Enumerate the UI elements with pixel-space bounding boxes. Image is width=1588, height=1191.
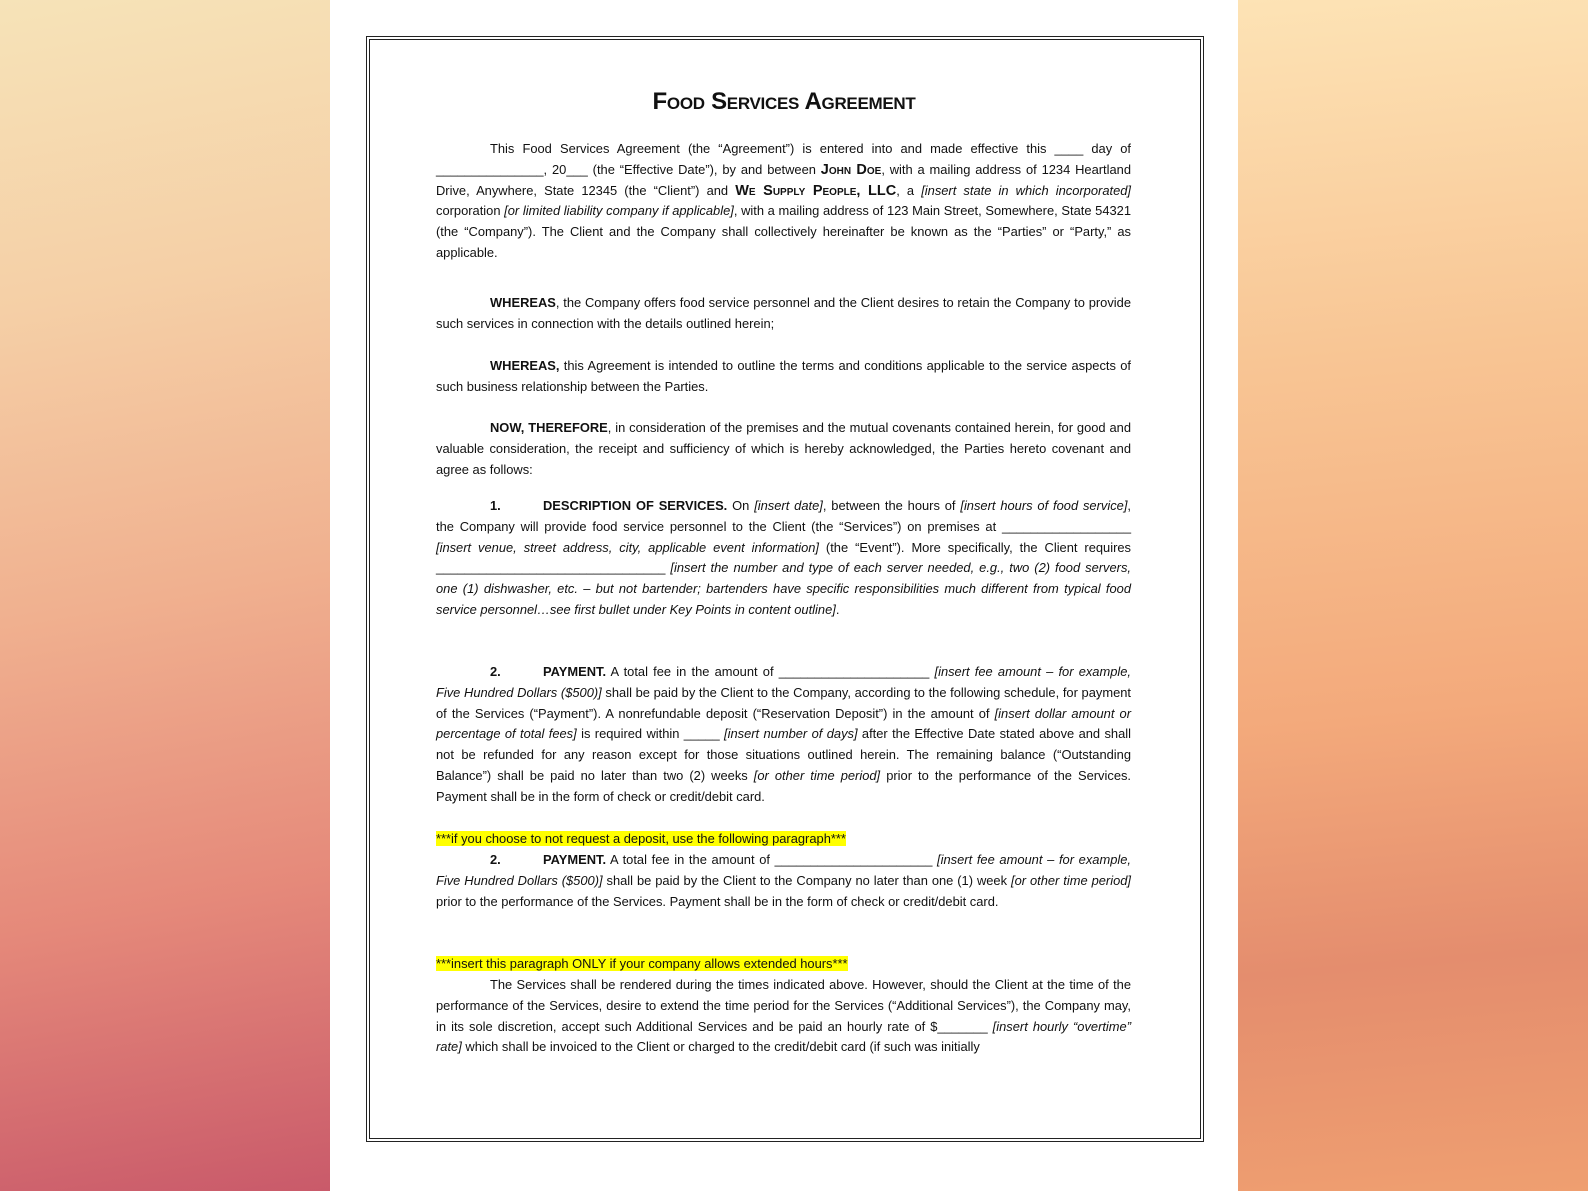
text-segment: DESCRIPTION OF SERVICES. — [543, 498, 728, 513]
paragraph — [436, 954, 1131, 975]
document-page — [330, 0, 1238, 1191]
text-segment: shall be paid by the Client to the Company no later than one (1) week — [602, 872, 1011, 888]
text-segment: The Services shall be rendered during the times indicated above. However, should the Client at the time of the performance of the Services, desire to extend the time period for the Services (“Additional Services”), the Company may, in its sole discretion, accept such Additional Services and be paid an hourly rate of $_______ — [436, 977, 1131, 1034]
text-segment: John Doe — [820, 161, 882, 178]
text-segment: which shall be invoiced to the Client or charged to the credit/debit card (if such was initially — [461, 1039, 980, 1055]
text-segment: [insert date] — [754, 498, 823, 513]
clause-number: 2. — [490, 664, 501, 679]
text-segment: [insert number of days] — [724, 726, 858, 742]
highlighted-note: ***if you choose to not request a deposit, use the following paragraph*** — [436, 831, 846, 846]
text-segment: [insert dollar amount or percentage of total fees] — [436, 705, 1131, 742]
text-segment: [insert hourly “overtime” rate] — [436, 1018, 1132, 1055]
text-segment: is required within _____ — [576, 726, 725, 742]
clause-number: 2. — [490, 852, 501, 867]
text-segment: PAYMENT. — [543, 852, 607, 867]
text-segment: prior to the performance of the Services. Payment shall be in the form of check or credit/debit card. — [436, 767, 1132, 804]
text-segment: [insert fee amount – for example, Five Hundred Dollars ($500)] — [436, 852, 1131, 888]
paragraph — [436, 829, 1131, 850]
background-left — [0, 0, 330, 1191]
text-segment: We Supply People, LLC — [735, 182, 897, 199]
paragraph — [436, 356, 1131, 398]
paragraph — [436, 975, 1131, 1058]
paragraph — [436, 293, 1131, 335]
text-segment: [insert state in which incorporated] — [921, 182, 1131, 198]
document-title: Food Services Agreement — [652, 88, 916, 115]
text-segment: [insert hours of food service] — [960, 498, 1128, 513]
text-segment: , the Company offers food service personnel and the Client desires to retain the Company to provide such services in connection with the details outlined herein; — [436, 295, 1131, 331]
text-segment: [or other time period] — [1010, 872, 1131, 888]
text-segment: [or limited liability company if applicable] — [504, 203, 734, 219]
highlighted-note: ***insert this paragraph ONLY if your company allows extended hours*** — [436, 956, 848, 971]
text-segment: , a — [896, 182, 922, 198]
text-segment: NOW, THEREFORE — [490, 420, 608, 435]
text-segment: prior to the performance of the Services. Payment shall be in the form of check or credit/debit card. — [436, 893, 999, 909]
text-segment: [or other time period] — [753, 767, 881, 783]
text-segment: PAYMENT. — [543, 664, 607, 679]
text-segment: . — [835, 601, 840, 617]
text-segment: WHEREAS — [490, 295, 556, 310]
text-segment: [insert the number and type of each server needed, e.g., two (2) food servers, one (1) dishwasher, etc. – but not bartender; bartenders have specific responsibilities much different from typical food service personnel…see first bullet under Key Points in content outline] — [436, 560, 1131, 617]
text-segment: shall be paid by the Client to the Company, according to the following schedule, for payment of the Services (“Payment”). A nonrefundable deposit (“Reservation Deposit”) in the amount of — [436, 684, 1131, 721]
text-segment: On — [727, 498, 755, 513]
text-segment: [insert venue, street address, city, applicable event information] — [436, 539, 819, 555]
text-segment: , the Company will provide food service personnel to the Client (the “Services”) on premises at __________________ — [436, 498, 1131, 534]
text-segment: corporation — [436, 203, 505, 219]
text-segment: WHEREAS, — [490, 358, 560, 373]
text-segment: This Food Services Agreement (the “Agreement”) is entered into and made effective this ____ day of _______________, 20___ (the “Effective Date”), by and between — [436, 141, 1131, 177]
text-segment: A total fee in the amount of ______________________ — [606, 852, 938, 867]
text-segment: (the “Event”). More specifically, the Client requires ________________________________ — [436, 539, 1131, 576]
text-segment: this Agreement is intended to outline the terms and conditions applicable to the service aspects of such business relationship between the Parties. — [436, 358, 1131, 394]
text-segment: , with a mailing address of 1234 Heartland Drive, Anywhere, State 12345 (the “Client”) and — [436, 161, 1132, 198]
paragraph — [436, 139, 1131, 264]
numbered-clause — [436, 496, 1131, 621]
numbered-clause — [436, 662, 1131, 808]
text-segment: A total fee in the amount of _____________________ — [606, 664, 935, 679]
numbered-clause — [436, 850, 1131, 912]
background-right — [1238, 0, 1588, 1191]
text-segment: , between the hours of — [822, 498, 961, 513]
paragraph — [436, 418, 1131, 480]
text-segment: , in consideration of the premises and the mutual covenants contained herein, for good and valuable consideration, the receipt and sufficiency of which is hereby acknowledged, the Parties hereto covenant and agree as follows: — [436, 420, 1131, 477]
text-segment: , with a mailing address of 123 Main Street, Somewhere, State 54321 (the “Company”). The Client and the Company shall collectively hereinafter be known as the “Parties” or “Party,” as applicable. — [436, 203, 1131, 260]
clause-number: 1. — [490, 498, 501, 513]
text-segment: [insert fee amount – for example, Five Hundred Dollars ($500)] — [436, 664, 1131, 700]
text-segment: after the Effective Date stated above and shall not be refunded for any reason except for those situations outlined herein. The remaining balance (“Outstanding Balance”) shall be paid no later than two (2) weeks — [436, 726, 1131, 783]
